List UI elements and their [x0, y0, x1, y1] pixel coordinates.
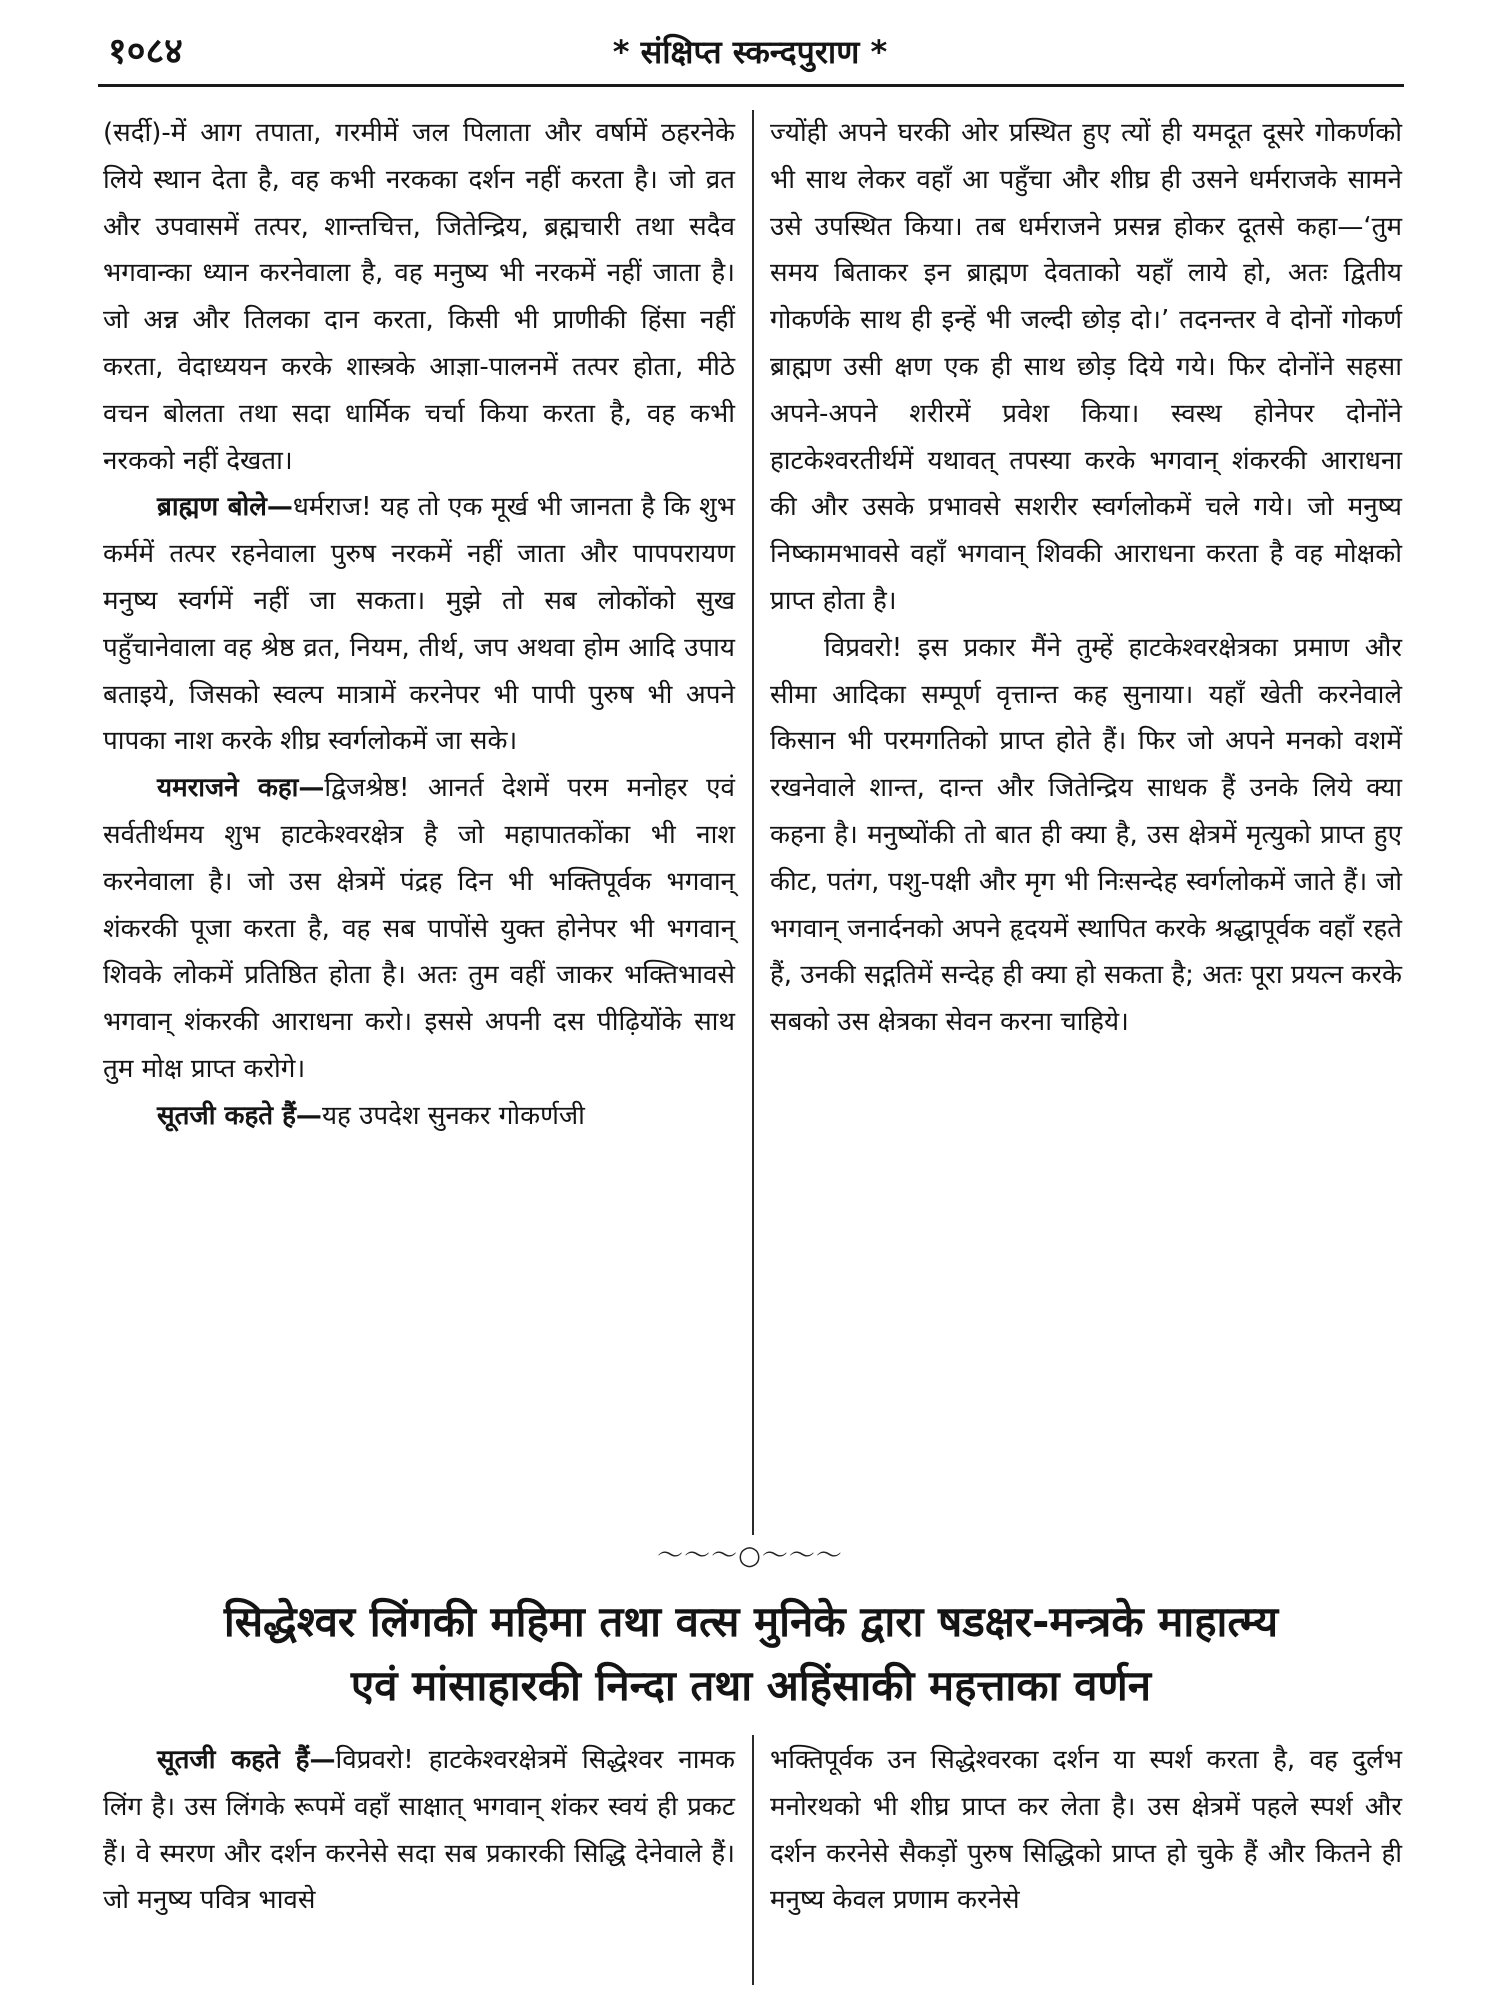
paragraph: (सर्दी)-में आग तपाता, गरमीमें जल पिलाता और वर्षामें ठहरनेके लिये स्थान देता है, वह कभी नरकका दर्शन नहीं करता है। जो व्रत और उपवासमें तत्पर, शान्तचित्त, जितेन्द्रिय, ब्रह्मचारी तथा सदैव भगवान्का ध्यान करनेवाला है, वह मनुष्य भी नरकमें नहीं जाता है। जो अन्न और तिलका दान करता, किसी भी प्राणीकी हिंसा नहीं करता, वेदाध्ययन करके शास्त्रके आज्ञा-पालनमें तत्पर होता, मीठे वचन बोलता तथा सदा धार्मिक चर्चा किया करता है, वह कभी नरकको नहीं देखता। [103, 118, 735, 476]
paragraph [103, 1093, 735, 1140]
chapter-title-line: सिद्धेश्वर लिंगकी महिमा तथा वत्स मुनिके द्वारा षडक्षर-मन्त्रके माहात्म्य [223, 1597, 1279, 1646]
top-left-column [103, 110, 735, 1140]
paragraph [103, 765, 735, 1093]
paragraph-text: यह उपदेश सुनकर गोकर्णजी [321, 1100, 585, 1131]
page-number: १०८४ [108, 31, 183, 72]
paragraph: विप्रवरो! इस प्रकार मैंने तुम्हें हाटकेश्वरक्षेत्रका प्रमाण और सीमा आदिका सम्पूर्ण वृत्तान्त कह सुनाया। यहाँ खेती करनेवाले किसान भी परमगतिको प्राप्त होते हैं। फिर जो अपने मनको वशमें रखनेवाले शान्त, दान्त और जितेन्द्रिय साधक हैं उनके लिये क्या कहना है। मनुष्योंकी तो बात ही क्या है, उस क्षेत्रमें मृत्युको प्राप्त हुए कीट, पतंग, पशु-पक्षी और मृग भी निःसन्देह स्वर्गलोकमें जाते हैं। जो भगवान् जनार्दनको अपने हृदयमें स्थापित करके श्रद्धापूर्वक वहाँ रहते हैं, उनकी सद्गतिमें सन्देह ही क्या हो सकता है; अतः पूरा प्रयत्न करके सबको उस क्षेत्रका सेवन करना चाहिये। [770, 632, 1402, 1038]
speaker-label: यमराजने कहा— [157, 773, 325, 804]
column-divider-bottom [752, 1735, 754, 1985]
top-right-column [770, 110, 1402, 1046]
paragraph-text: द्विजश्रेष्ठ! आनर्त देशमें परम मनोहर एवं सर्वतीर्थमय शुभ हाटकेश्वरक्षेत्र है जो महापातकोंका भी नाश करनेवाला है। जो उस क्षेत्रमें पंद्रह दिन भी भक्तिपूर्वक भगवान् शंकरकी पूजा करता है, वह सब पापोंसे युक्त होनेपर भी भगवान् शिवके लोकमें प्रतिष्ठित होता है। अतः तुम वहीं जाकर भक्तिभावसे भगवान् शंकरकी आराधना करो। इससे अपनी दस पीढ़ियोंके साथ तुम मोक्ष प्राप्त करोगे। [103, 773, 735, 1084]
bottom-left-column [103, 1737, 735, 1924]
chapter-title-line: एवं मांसाहारकी निन्दा तथा अहिंसाकी महत्ताका वर्णन [350, 1661, 1152, 1710]
paragraph-text: विप्रवरो! हाटकेश्वरक्षेत्रमें सिद्धेश्वर नामक लिंग है। उस लिंगके रूपमें वहाँ साक्षात् भगवान् शंकर स्वयं ही प्रकट हैं। वे स्मरण और दर्शन करनेसे सदा सब प्रकारकी सिद्धि देनेवाले हैं। जो मनुष्य पवित्र भावसे [103, 1745, 735, 1916]
running-title: * संक्षिप्त स्कन्दपुराण * [612, 33, 888, 71]
paragraph [103, 484, 735, 765]
bottom-right-column [770, 1737, 1402, 1924]
speaker-label: सूतजी कहते हैं— [157, 1745, 336, 1775]
paragraph: ज्योंही अपने घरकी ओर प्रस्थित हुए त्यों ही यमदूत दूसरे गोकर्णको भी साथ लेकर वहाँ आ पहुँचा और शीघ्र ही उसने धर्मराजके सामने उसे उपस्थित किया। तब धर्मराजने प्रसन्न होकर दूतसे कहा—‘तुम समय बिताकर इन ब्राह्मण देवताको यहाँ लाये हो, अतः द्वितीय गोकर्णके साथ ही इन्हें भी जल्दी छोड़ दो।’ तदनन्तर वे दोनों गोकर्ण ब्राह्मण उसी क्षण एक ही साथ छोड़ दिये गये। फिर दोनोंने सहसा अपने-अपने शरीरमें प्रवेश किया। स्वस्थ होनेपर दोनोंने हाटकेश्वरतीर्थमें यथावत् तपस्या करके भगवान् शंकरकी आराधना की और उसके प्रभावसे सशरीर स्वर्गलोकमें चले गये। जो मनुष्य निष्कामभावसे वहाँ भगवान् शिवकी आराधना करता है वह मोक्षको प्राप्त होता है। [770, 118, 1402, 616]
paragraph: भक्तिपूर्वक उन सिद्धेश्वरका दर्शन या स्पर्श करता है, वह दुर्लभ मनोरथको भी शीघ्र प्राप्त कर लेता है। उस क्षेत्रमें पहले स्पर्श और दर्शन करनेसे सैकड़ों पुरुष सिद्धिको प्राप्त हो चुके हैं और कितने ही मनुष्य केवल प्रणाम करनेसे [770, 1745, 1402, 1916]
speaker-label: ब्राह्मण बोले— [157, 492, 293, 523]
paragraph [103, 1737, 735, 1924]
chapter-title [98, 1590, 1404, 1718]
speaker-label: सूतजी कहते हैं— [157, 1100, 322, 1131]
section-ornament: 〜〜〜○〜〜〜 [657, 1541, 843, 1571]
column-divider-top [752, 110, 754, 1535]
paragraph-text: धर्मराज! यह तो एक मूर्ख भी जानता है कि शुभ कर्ममें तत्पर रहनेवाला पुरुष नरकमें नहीं जाता और पापपरायण मनुष्य स्वर्गमें नहीं जा सकता। मुझे तो सब लोकोंको सुख पहुँचानेवाला वह श्रेष्ठ व्रत, नियम, तीर्थ, जप अथवा होम आदि उपाय बताइये, जिसको स्वल्प मात्रामें करनेपर भी पापी पुरुष भी अपने पापका नाश करके शीघ्र स्वर्गलोकमें जा सके। [103, 492, 736, 757]
header-rule [98, 84, 1404, 87]
